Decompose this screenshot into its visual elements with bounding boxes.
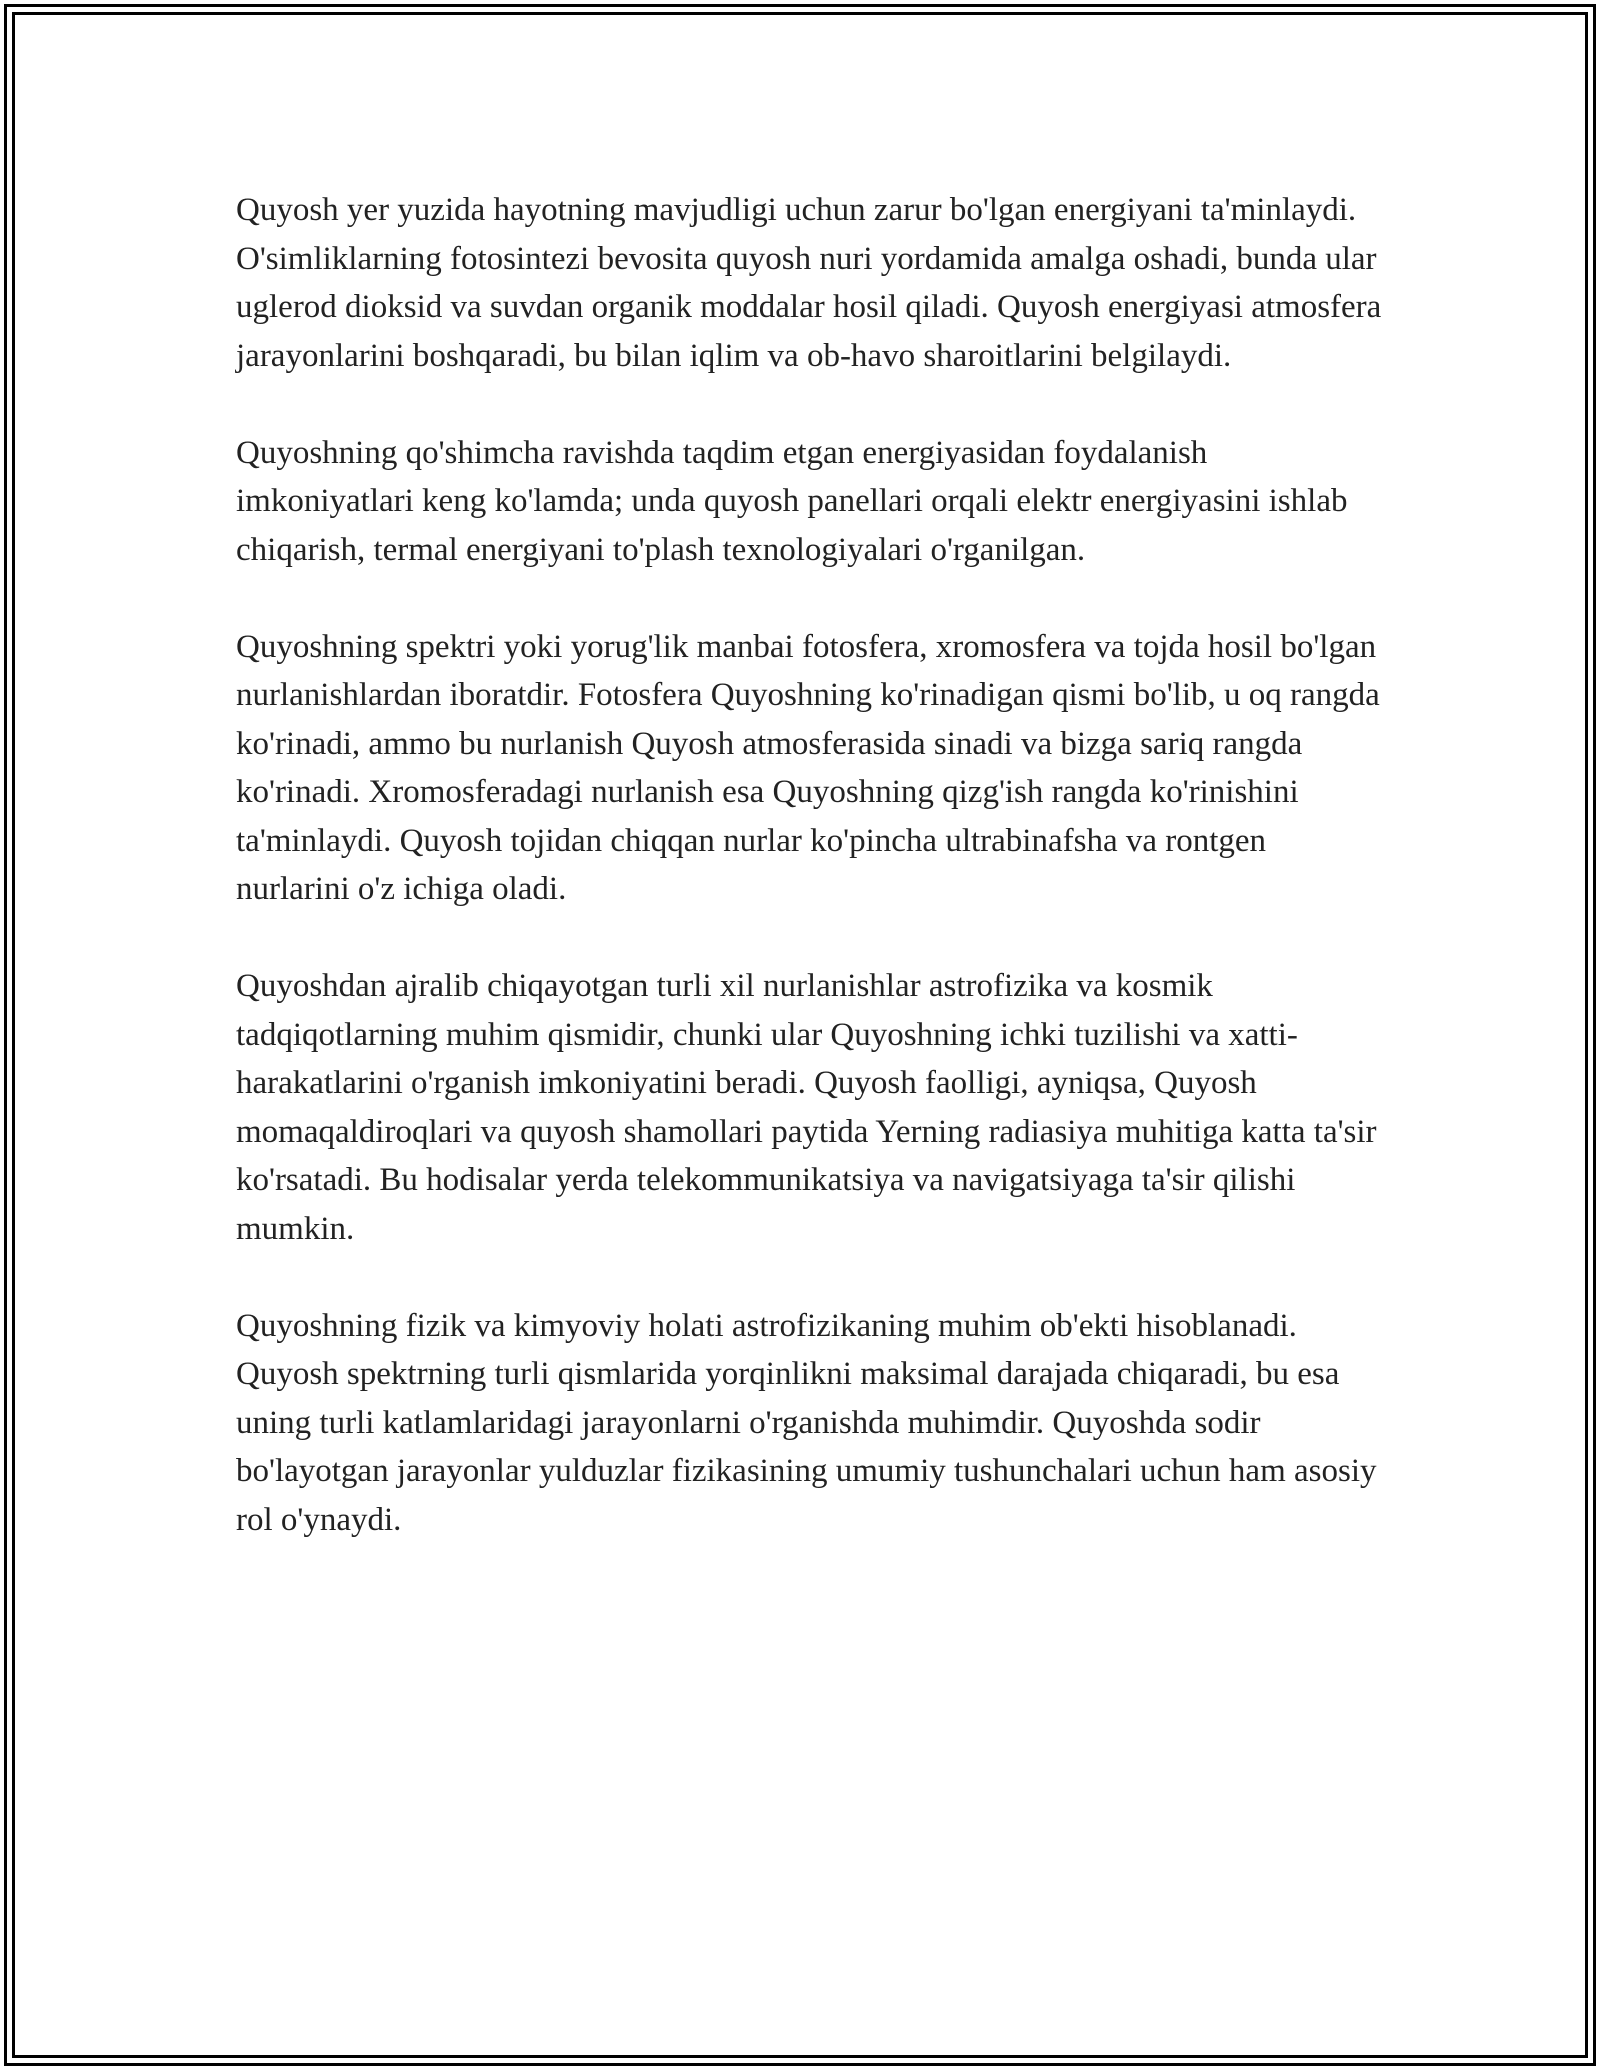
paragraph-4: Quyoshdan ajralib chiqayotgan turli xil nurlanishlar astrofizika va kosmik tadqiqotlarning muhim qismidir, chunki ular Quyoshning ichki tuzilishi va xatti-harakatlarini o'rganish imkoniyatini beradi. Quyosh faolligi, ayniqsa, Quyosh momaqaldiroqlari va quyosh shamollari paytida Yerning radiasiya muhitiga katta ta'sir ko'rsatadi. Bu hodisalar yerda telekommunikatsiya va navigatsiyaga ta'sir qilishi mumkin. bbox=[236, 968, 1377, 1247]
paragraph-3: Quyoshning spektri yoki yorug'lik manbai fotosfera, xromosfera va tojda hosil bo'lgan nurlanishlardan iboratdir. Fotosfera Quyoshning ko'rinadigan qismi bo'lib, u oq rangda ko'rinadi, ammo bu nurlanish Quyosh atmosferasida sinadi va bizga sariq rangda ko'rinadi. Xromosferadagi nurlanish esa Quyoshning qizg'ish rangda ko'rinishini ta'minlaydi. Quyosh tojidan chiqqan nurlar ko'pincha ultrabinafsha va rontgen nurlarini o'z ichiga oladi. bbox=[236, 628, 1380, 907]
paragraph-1: Quyosh yer yuzida hayotning mavjudligi uchun zarur bo'lgan energiyani ta'minlaydi. O'simliklarning fotosintezi bevosita quyosh nuri yordamida amalga oshadi, bunda ular uglerod dioksid va suvdan organik moddalar hosil qiladi. Quyosh energiyasi atmosfera jarayonlarini boshqaradi, bu bilan iqlim va ob-havo sharoitlarini belgilaydi. bbox=[236, 192, 1382, 374]
paragraph-5: Quyoshning fizik va kimyoviy holati astrofizikaning muhim ob'ekti hisoblanadi. Quyosh spektrning turli qismlarida yorqinlikni maksimal darajada chiqaradi, bu esa uning turli katlamlaridagi jarayonlarni o'rganishda muhimdir. Quyoshda sodir bo'layotgan jarayonlar yulduzlar fizikasining umumiy tushunchalari uchun ham asosiy rol o'ynaydi. bbox=[236, 1307, 1377, 1538]
document-body bbox=[236, 186, 1386, 1593]
paragraph-2: Quyoshning qo'shimcha ravishda taqdim etgan energiyasidan foydalanish imkoniyatlari keng ko'lamda; unda quyosh panellari orqali elektr energiyasini ishlab chiqarish, termal energiyani to'plash texnologiyalari o'rganilgan. bbox=[236, 434, 1348, 568]
